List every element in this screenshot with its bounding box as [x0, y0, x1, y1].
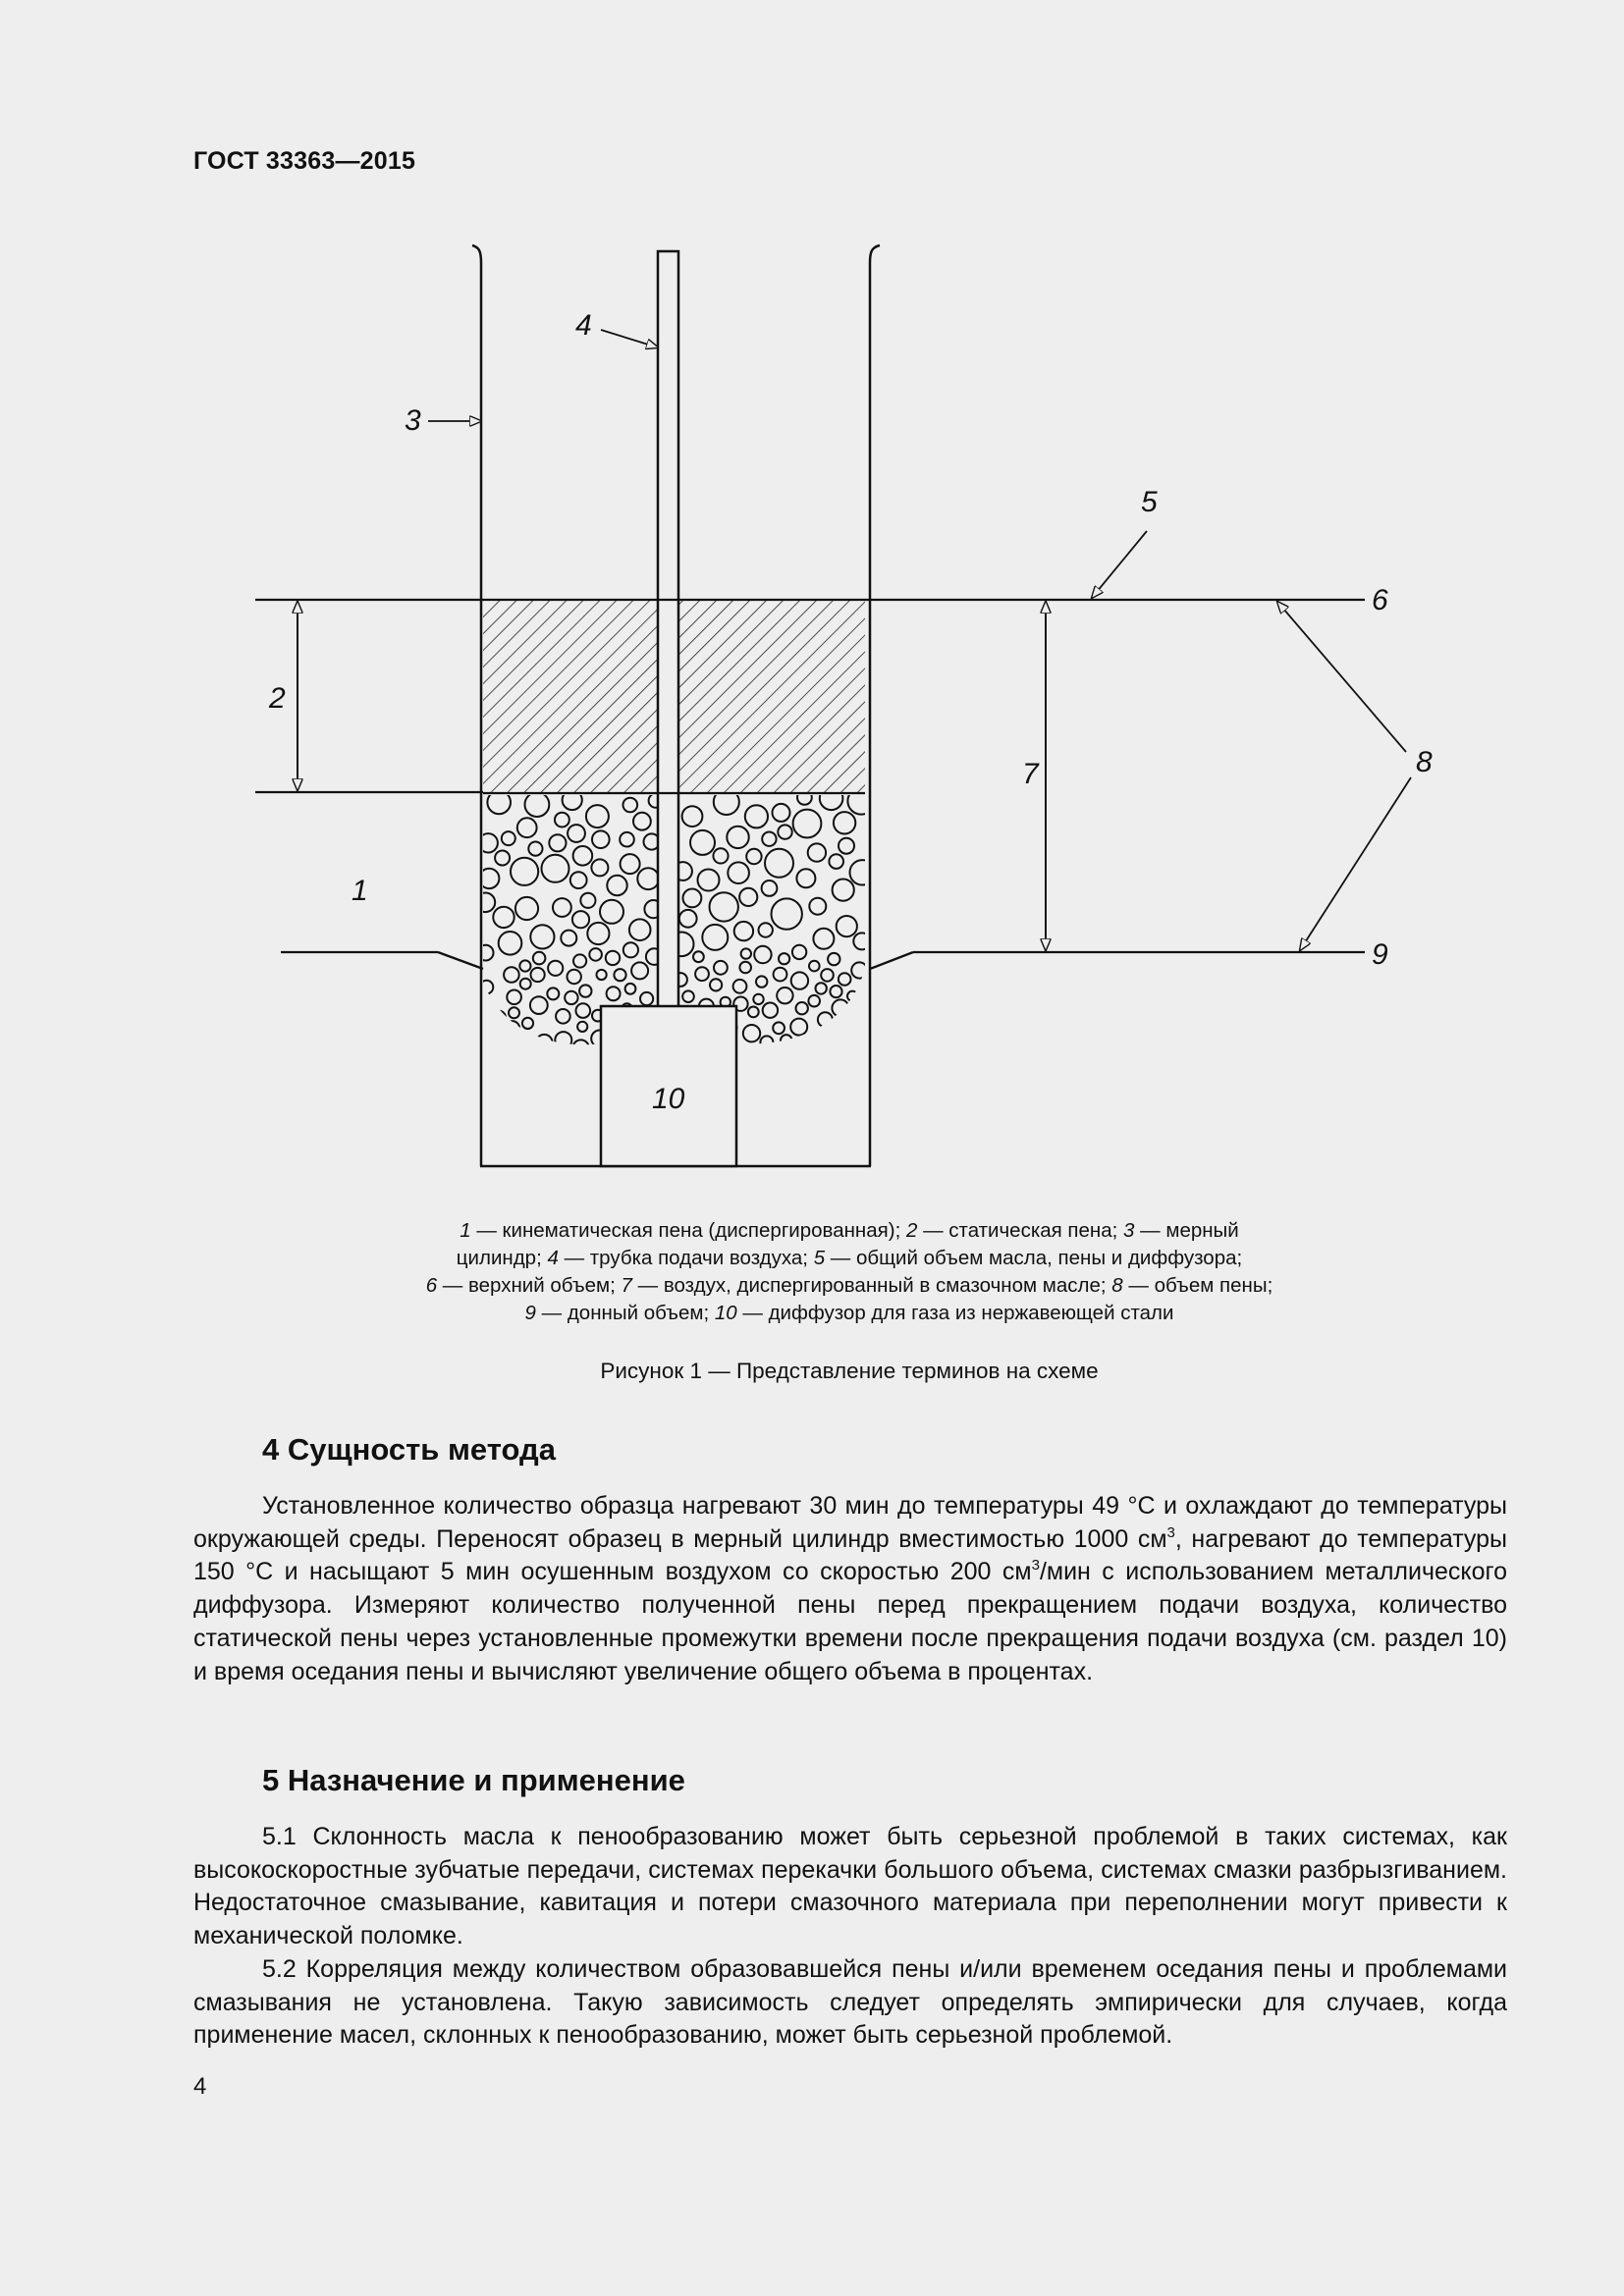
foam-bubble-right — [748, 1007, 759, 1018]
foam-bubble-right — [702, 925, 728, 950]
section-5-1-paragraph: 5.1 Склонность масла к пенообразованию может быть серьезной проблемой в таких системах, как высокоскоростные зубчатые передачи, системах перекачки большого объема, системах смазки разбрызгиванием. Недостаточное смазывание, кавитация и потери смазочного материала при переполнении могут привести к механической поломке. — [193, 1823, 1507, 1950]
foam-bubble-left — [576, 1003, 591, 1018]
foam-bubble-right — [779, 953, 789, 964]
foam-bubble-left — [580, 893, 595, 908]
foam-bubble-right — [829, 854, 843, 869]
foam-bubble-right — [790, 1019, 807, 1036]
foam-bubble-right — [733, 980, 747, 993]
foam-bubble-left — [517, 818, 537, 837]
foam-bubble-right — [760, 1036, 773, 1048]
label-10: 10 — [652, 1083, 685, 1115]
foam-bubble-left — [495, 851, 510, 866]
foam-bubble-left — [549, 834, 566, 851]
cylinder-wall-left — [472, 245, 481, 1166]
foam-bubble-right — [746, 849, 761, 864]
foam-bubble-left — [568, 970, 581, 984]
foam-bubble-right — [739, 962, 751, 974]
foam-bubble-right — [741, 948, 751, 958]
label-9: 9 — [1372, 938, 1388, 971]
foam-bubble-left — [597, 970, 607, 980]
foam-bubble-left — [530, 996, 548, 1014]
foam-bubble-left — [536, 1035, 553, 1051]
foam-bubble-right — [710, 892, 738, 921]
foam-bubble-right — [842, 1028, 854, 1040]
foam-bubble-left — [528, 842, 542, 856]
cylinder-wall-right — [870, 245, 880, 1166]
label-1: 1 — [352, 875, 368, 907]
foam-bubble-left — [531, 968, 545, 982]
leader-arrow-8-top — [1277, 602, 1406, 752]
foam-bubble-right — [847, 991, 857, 1001]
foam-bubble-left — [511, 858, 538, 885]
foam-bubble-left — [522, 1018, 533, 1029]
foam-bubble-left — [573, 954, 586, 967]
meniscus-right — [870, 952, 913, 969]
foam-bubble-right — [796, 1002, 808, 1014]
foam-bubble-right — [682, 806, 703, 827]
label-3: 3 — [405, 404, 421, 437]
foam-bubble-left — [505, 1021, 519, 1036]
foam-bubble-left — [491, 1011, 506, 1026]
foam-bubble-left — [591, 859, 608, 876]
foam-bubble-left — [520, 979, 531, 989]
static-foam-hatch-left — [483, 600, 657, 793]
foam-bubble-right — [683, 889, 702, 908]
foam-bubble-left — [586, 805, 609, 828]
foam-bubble-right — [773, 1022, 785, 1034]
foam-bubble-right — [834, 812, 855, 833]
foam-bubble-right — [745, 805, 768, 828]
foam-bubble-right — [845, 1042, 858, 1055]
foam-bubble-left — [625, 984, 636, 994]
foam-bubble-left — [579, 985, 591, 996]
foam-bubble-left — [548, 961, 563, 976]
foam-bubble-left — [621, 854, 640, 874]
foam-bubble-right — [693, 951, 704, 962]
foam-bubble-left — [499, 932, 522, 955]
foam-bubble-right — [778, 825, 791, 838]
foam-bubble-right — [816, 983, 827, 993]
foam-bubble-right — [710, 979, 722, 990]
foam-bubble-left — [577, 1022, 587, 1032]
legend-line-1: 1 — кинематическая пена (диспергированная); 2 — статическая пена; 3 — мерный — [460, 1219, 1239, 1242]
foam-bubble-right — [821, 969, 834, 982]
label-2: 2 — [269, 682, 286, 715]
foam-bubble-left — [570, 872, 587, 888]
foam-bubble-right — [839, 973, 851, 986]
foam-bubble-left — [553, 898, 571, 917]
foam-bubble-left — [573, 846, 593, 866]
label-8: 8 — [1416, 746, 1433, 778]
foam-bubble-right — [809, 898, 826, 915]
foam-bubble-left — [502, 831, 515, 845]
foam-bubble-left — [565, 991, 577, 1004]
legend-line-4: 9 — донный объем; 10 — диффузор для газа из нержавеющей стали — [524, 1302, 1174, 1324]
foam-bubble-right — [830, 986, 841, 997]
foam-bubble-left — [542, 855, 569, 882]
foam-bubble-left — [623, 942, 638, 957]
foam-bubble-left — [640, 992, 653, 1005]
section-4-paragraph: Установленное количество образца нагревают 30 мин до температуры 49 °С и охлаждают до температуры окружающей среды. Переносят образец в мерный цилиндр вместимостью 1000 $см^3$, нагревают до температуры 150 °С и насыщают 5 мин осушенным воздухом со скоростью 200 $см^3$/мин с использованием металлического диффузора. Измеряют количество полученной пены перед прекращением подачи воздуха, количество статической пены через установленные промежутки времени после прекращения подачи воздуха (см. раздел 10) и время оседания пены и вычисляют увеличение общего объема в процентах. — [193, 1492, 1508, 1685]
foam-bubble-right — [813, 929, 834, 949]
foam-bubble-right — [808, 843, 826, 861]
foam-bubble-left — [517, 1041, 529, 1052]
foam-bubble-left — [504, 967, 519, 983]
foam-bubble-right — [809, 961, 820, 972]
figure-legend — [295, 1217, 1404, 1327]
section-5-heading: 5 Назначение и применение — [262, 1763, 685, 1797]
foam-bubble-right — [698, 870, 720, 891]
foam-bubble-left — [607, 876, 626, 895]
foam-bubble-right — [792, 945, 806, 959]
foam-bubble-right — [818, 1012, 833, 1027]
foam-bubble-right — [837, 916, 857, 936]
section-5-body — [193, 1821, 1507, 2053]
section-4-heading: 4 Сущность метода — [262, 1432, 556, 1467]
foam-bubble-left — [561, 931, 576, 946]
foam-bubble-left — [476, 893, 496, 913]
foam-bubble-left — [533, 952, 546, 965]
foam-bubble-right — [714, 961, 728, 975]
foam-bubble-right — [774, 968, 787, 982]
label-4: 4 — [575, 309, 592, 342]
foam-bubble-right — [713, 848, 728, 863]
page-number: 4 — [193, 2073, 207, 2100]
foam-bubble-right — [762, 881, 778, 896]
label-6: 6 — [1372, 584, 1388, 616]
section-5-2-paragraph: 5.2 Корреляция между количеством образовавшейся пены и/или временем оседания пены и проблемами смазывания не установлена. Такую зависимость следует определять эмпирически для случаев, когда применение масел, склонных к пенообразованию, может быть серьезной проблемой. — [193, 1954, 1507, 2050]
foam-bubble-right — [796, 869, 815, 887]
leader-arrow-8-bottom — [1300, 777, 1411, 950]
foam-bubble-right — [853, 933, 870, 949]
foam-bubble-right — [773, 804, 790, 822]
foam-bubble-right — [679, 910, 697, 928]
foam-bubble-right — [791, 972, 808, 988]
foam-bubble-left — [592, 830, 610, 848]
foam-bubble-left — [600, 900, 623, 924]
foam-bubble-right — [823, 1040, 840, 1057]
foam-bubble-right — [756, 976, 767, 987]
foam-bubble-left — [555, 1032, 571, 1048]
foam-bubble-left — [637, 868, 659, 889]
label-5: 5 — [1141, 486, 1158, 518]
section-4-body — [193, 1490, 1507, 1688]
leader-arrow-5 — [1092, 531, 1147, 598]
legend-line-3: 6 — верхний объем; 7 — воздух, диспергированный в смазочном масле; 8 — объем пены; — [425, 1274, 1273, 1297]
foam-bubble-right — [781, 1035, 792, 1046]
foam-bubble-left — [629, 919, 651, 940]
foam-bubble-right — [772, 898, 802, 929]
foam-bubble-right — [833, 880, 854, 901]
air-tube — [658, 251, 678, 1007]
foam-bubble-left — [623, 798, 638, 813]
foam-bubble-right — [759, 923, 773, 936]
foam-bubble-left — [519, 960, 530, 971]
foam-bubble-right — [754, 946, 771, 963]
foam-bubble-left — [525, 792, 550, 817]
foam-bubble-right — [765, 849, 793, 878]
foam-bubble-right — [777, 988, 792, 1003]
foam-bubble-left — [509, 1007, 519, 1018]
foam-bubble-left — [587, 923, 609, 944]
foam-bubble-left — [633, 813, 651, 830]
foam-bubble-left — [606, 951, 620, 965]
foam-bubble-left — [547, 988, 559, 999]
foam-bubble-right — [743, 1025, 760, 1041]
label-7: 7 — [1022, 758, 1039, 790]
page-header: ГОСТ 33363—2015 — [193, 147, 416, 175]
foam-bubble-right — [762, 832, 776, 846]
foam-bubble-right — [832, 999, 848, 1016]
foam-bubble-left — [631, 962, 648, 979]
foam-bubble-right — [682, 990, 694, 1002]
foam-bubble-right — [727, 827, 748, 848]
foam-bubble-left — [556, 1009, 570, 1024]
foam-bubble-left — [568, 825, 585, 842]
foam-bubble-right — [728, 862, 749, 883]
legend-line-2: цилиндр; 4 — трубка подачи воздуха; 5 — общий объем масла, пены и диффузора; — [456, 1247, 1243, 1269]
leader-arrow-4 — [601, 330, 658, 347]
figure-caption: Рисунок 1 — Представление терминов на схеме — [600, 1359, 1099, 1383]
meniscus-left — [438, 952, 483, 969]
foam-bubble-right — [851, 962, 867, 978]
foam-bubble-right — [793, 810, 822, 838]
foam-bubble-left — [493, 907, 514, 928]
static-foam-hatch-right — [678, 600, 865, 793]
foam-bubble-left — [507, 990, 521, 1005]
foam-bubble-left — [500, 1041, 514, 1056]
foam-bubble-left — [589, 948, 602, 961]
foam-bubble-left — [620, 832, 634, 847]
foam-bubble-right — [839, 838, 854, 854]
foam-bubble-right — [734, 922, 753, 940]
foam-bubble-left — [572, 1040, 589, 1056]
foam-bubble-right — [695, 967, 709, 981]
foam-bubble-right — [808, 995, 820, 1007]
foam-bubble-right — [852, 1008, 868, 1024]
foam-bubble-left — [572, 911, 589, 928]
foam-bubble-right — [828, 953, 839, 965]
foam-bubble-left — [530, 925, 554, 948]
foam-bubble-right — [763, 1002, 778, 1017]
foam-bubble-left — [555, 813, 569, 828]
foam-bubble-right — [753, 994, 763, 1004]
foam-bubble-right — [795, 1039, 810, 1053]
foam-bubble-right — [857, 1033, 867, 1042]
foam-bubble-left — [607, 987, 621, 1000]
foam-bubble-right — [739, 888, 757, 906]
foam-bubble-left — [515, 897, 538, 920]
foam-bubble-right — [690, 830, 715, 855]
foam-bubble-left — [614, 969, 625, 981]
